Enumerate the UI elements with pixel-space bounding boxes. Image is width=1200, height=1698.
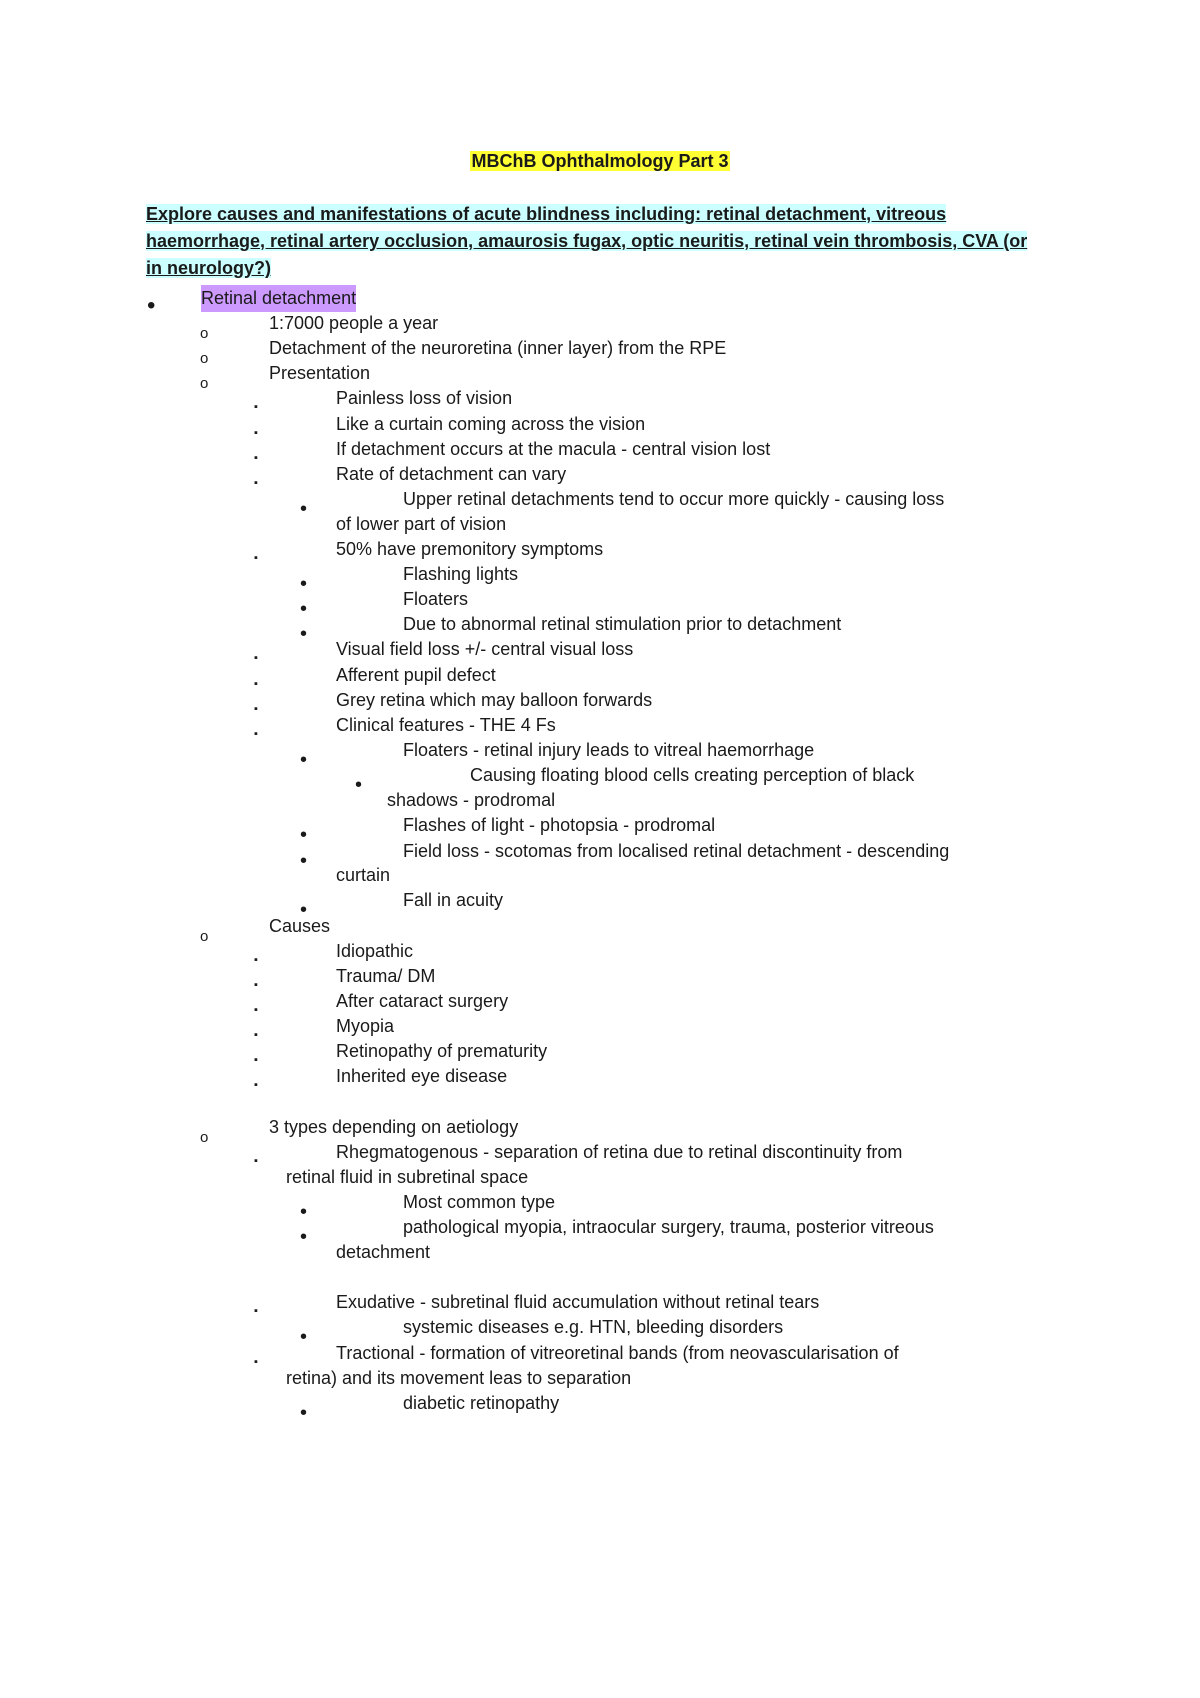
bullet-icon: • bbox=[355, 774, 363, 796]
outline-item-level-3: Grey retina which may balloon forwards bbox=[336, 690, 653, 710]
bullet-icon: • bbox=[300, 623, 308, 645]
outline-item-level-3: Exudative - subretinal fluid accumulation without retinal tears bbox=[336, 1292, 820, 1312]
objective-text: Explore causes and manifestations of acute blindness including: retinal detachment, vitreous haemorrhage, retinal artery occlusion, amaurosis fugax, optic neuritis, retinal vein thrombosis, CVA (or in neurology?) bbox=[146, 204, 1028, 278]
bullet-icon: • bbox=[300, 850, 308, 872]
bullet-icon: • bbox=[300, 598, 308, 620]
bullet-icon: • bbox=[300, 1326, 308, 1348]
bullet-icon: ▪ bbox=[254, 452, 258, 464]
outline-item-level-2: Presentation bbox=[269, 363, 371, 383]
outline-continuation: detachment bbox=[336, 1242, 431, 1262]
bullet-icon: • bbox=[300, 1226, 308, 1248]
outline-item-level-4: Upper retinal detachments tend to occur more quickly - causing loss bbox=[403, 489, 945, 509]
outline-item-level-3: 50% have premonitory symptoms bbox=[336, 539, 604, 559]
outline-item-level-3: Afferent pupil defect bbox=[336, 665, 496, 685]
bullet-icon: ▪ bbox=[254, 979, 258, 991]
bullet-icon: • bbox=[300, 1201, 308, 1223]
outline-item-level-3: Clinical features - THE 4 Fs bbox=[336, 715, 556, 735]
outline-item-level-4: Due to abnormal retinal stimulation prior to detachment bbox=[403, 614, 842, 634]
document-title bbox=[0, 148, 1200, 174]
bullet-icon: • bbox=[300, 824, 308, 846]
bullet-icon: ▪ bbox=[254, 477, 258, 489]
outline-item-level-4: pathological myopia, intraocular surgery, trauma, posterior vitreous bbox=[403, 1217, 934, 1237]
outline-item-level-3: Idiopathic bbox=[336, 941, 414, 961]
bullet-icon: o bbox=[200, 928, 209, 945]
bullet-icon: • bbox=[300, 573, 308, 595]
outline-item-level-2: 3 types depending on aetiology bbox=[269, 1117, 519, 1137]
bullet-icon: o bbox=[200, 375, 209, 392]
outline-item-level-4: Fall in acuity bbox=[403, 890, 504, 910]
outline-continuation: shadows - prodromal bbox=[387, 790, 556, 810]
outline-item-level-3: Myopia bbox=[336, 1016, 395, 1036]
outline-item-level-3: Painless loss of vision bbox=[336, 388, 513, 408]
title-text: MBChB Ophthalmology Part 3 bbox=[471, 151, 729, 171]
outline-continuation: retina) and its movement leas to separation bbox=[286, 1368, 632, 1388]
outline-item-level-4: diabetic retinopathy bbox=[403, 1393, 560, 1413]
bullet-icon: ▪ bbox=[254, 1029, 258, 1041]
outline-item-level-3: Inherited eye disease bbox=[336, 1066, 508, 1086]
outline-item-level-3: Visual field loss +/- central visual loss bbox=[336, 639, 634, 659]
outline-item-level-4: Floaters - retinal injury leads to vitreal haemorrhage bbox=[403, 740, 815, 760]
learning-objective bbox=[146, 201, 1046, 282]
bullet-icon: • bbox=[300, 1402, 308, 1424]
outline-item-level-3: Retinopathy of prematurity bbox=[336, 1041, 548, 1061]
bullet-icon: ▪ bbox=[254, 703, 258, 715]
bullet-icon: • bbox=[147, 292, 156, 319]
outline-item-level-1: Retinal detachment bbox=[201, 285, 356, 312]
outline-item-level-2: 1:7000 people a year bbox=[269, 313, 439, 333]
outline-item-level-5: Causing floating blood cells creating perception of black bbox=[470, 765, 915, 785]
outline-item-level-3: Like a curtain coming across the vision bbox=[336, 414, 646, 434]
outline-item-level-4: Floaters bbox=[403, 589, 469, 609]
bullet-icon: ▪ bbox=[254, 678, 258, 690]
bullet-icon: ▪ bbox=[254, 728, 258, 740]
outline-item-level-4: Flashes of light - photopsia - prodromal bbox=[403, 815, 716, 835]
bullet-icon: ▪ bbox=[254, 1305, 258, 1317]
outline-item-level-4: systemic diseases e.g. HTN, bleeding disorders bbox=[403, 1317, 784, 1337]
outline-item-level-3: Tractional - formation of vitreoretinal bands (from neovascularisation of bbox=[336, 1343, 899, 1363]
bullet-icon: o bbox=[200, 1129, 209, 1146]
outline-item-level-4: Flashing lights bbox=[403, 564, 519, 584]
bullet-icon: o bbox=[200, 350, 209, 367]
outline-item-level-4: Most common type bbox=[403, 1192, 556, 1212]
outline-item-level-3: Trauma/ DM bbox=[336, 966, 436, 986]
bullet-icon: ▪ bbox=[254, 1356, 258, 1368]
outline-continuation: curtain bbox=[336, 865, 391, 885]
bullet-icon: • bbox=[300, 498, 308, 520]
outline-item-level-4: Field loss - scotomas from localised retinal detachment - descending bbox=[403, 841, 950, 861]
outline-item-level-3: Rhegmatogenous - separation of retina due to retinal discontinuity from bbox=[336, 1142, 903, 1162]
outline-item-level-2: Detachment of the neuroretina (inner layer) from the RPE bbox=[269, 338, 727, 358]
bullet-icon: • bbox=[300, 749, 308, 771]
outline-item-level-2: Causes bbox=[269, 916, 331, 936]
bullet-icon: ▪ bbox=[254, 1054, 258, 1066]
outline-item-level-3: Rate of detachment can vary bbox=[336, 464, 567, 484]
bullet-icon: ▪ bbox=[254, 1004, 258, 1016]
bullet-icon: ▪ bbox=[254, 652, 258, 664]
bullet-icon: • bbox=[300, 899, 308, 921]
bullet-icon: ▪ bbox=[254, 1079, 258, 1091]
outline-continuation: of lower part of vision bbox=[336, 514, 507, 534]
bullet-icon: ▪ bbox=[254, 1155, 258, 1167]
outline-item-level-3: If detachment occurs at the macula - central vision lost bbox=[336, 439, 771, 459]
outline-continuation: retinal fluid in subretinal space bbox=[286, 1167, 529, 1187]
bullet-icon: o bbox=[200, 325, 209, 342]
bullet-icon: ▪ bbox=[254, 401, 258, 413]
bullet-icon: ▪ bbox=[254, 954, 258, 966]
outline-item-level-3: After cataract surgery bbox=[336, 991, 509, 1011]
bullet-icon: ▪ bbox=[254, 427, 258, 439]
bullet-icon: ▪ bbox=[254, 552, 258, 564]
